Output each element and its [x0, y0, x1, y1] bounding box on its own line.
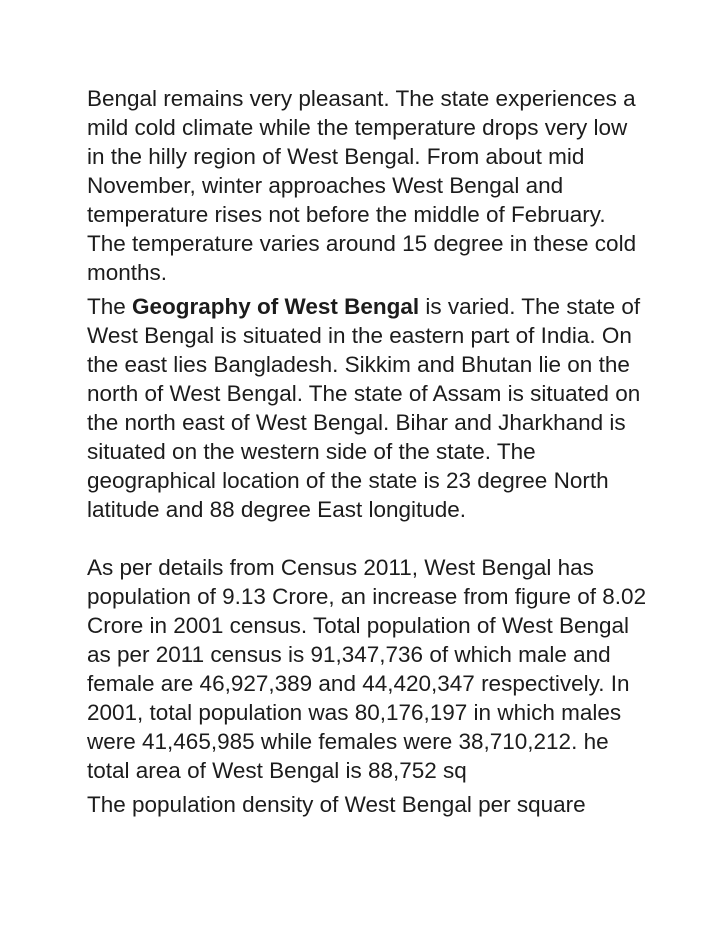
- geography-bold-term: Geography of West Bengal: [132, 294, 420, 319]
- paragraph-census: As per details from Census 2011, West Bengal has population of 9.13 Crore, an increase from figure of 8.02 Crore in 2001 census. Total population of West Bengal as per 2011 census is 91,347,736 of which male and female are 46,927,389 and 44,420,347 respectively. In 2001, total population was 80,176,197 in which males were 41,465,985 while females were 38,710,212. he total area of West Bengal is 88,752 sq: [87, 555, 647, 783]
- document-page: [87, 84, 647, 819]
- paragraph-geography: [87, 292, 647, 524]
- paragraph-spacer: [87, 524, 647, 553]
- geography-text: is varied. The state of West Bengal is situated in the eastern part of India. On the east lies Bangladesh. Sikkim and Bhutan lie on the north of West Bengal. The state of Assam is situated on the north east of West Bengal. Bihar and Jharkhand is situated on the western side of the state. The geographical location of the state is 23 degree North latitude and 88 degree East longitude.: [87, 294, 641, 522]
- paragraph-density: The population density of West Bengal per square: [87, 792, 586, 817]
- geography-prefix: The: [87, 294, 133, 319]
- paragraph-climate: Bengal remains very pleasant. The state experiences a mild cold climate while the temperature drops very low in the hilly region of West Bengal. From about mid November, winter approaches West Bengal and temperature rises not before the middle of February. The temperature varies around 15 degree in these cold months.: [87, 86, 637, 285]
